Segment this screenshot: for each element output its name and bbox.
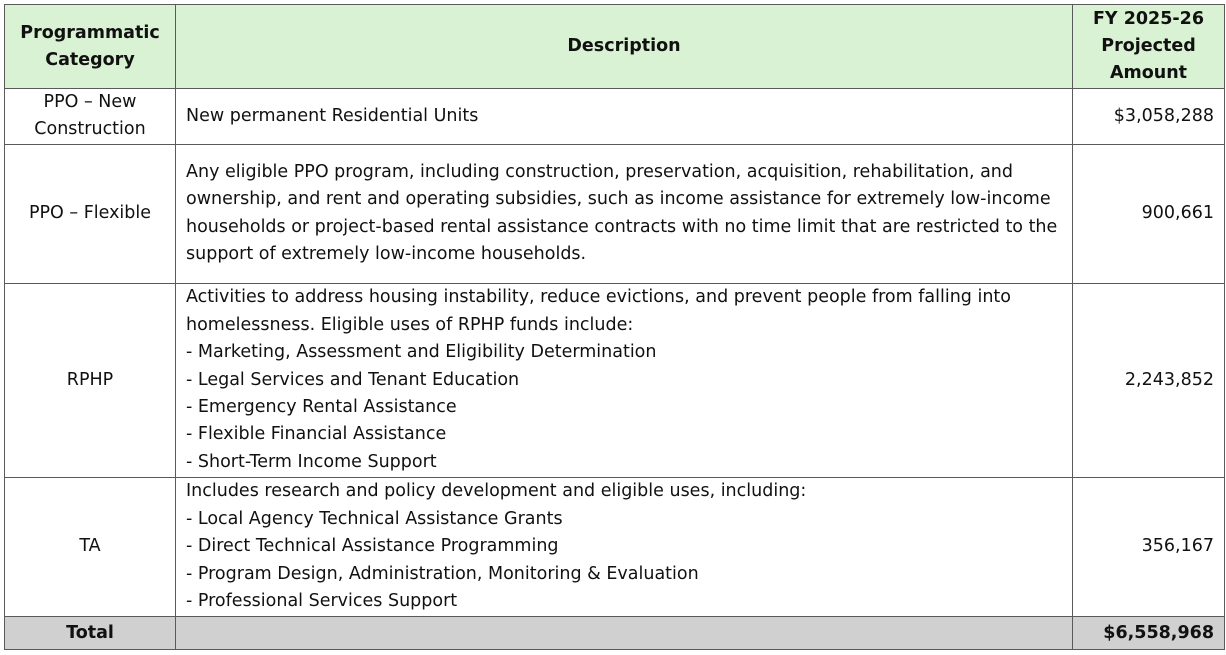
row-category: TA xyxy=(5,477,176,616)
row-amount: 356,167 xyxy=(1073,477,1225,616)
row-description xyxy=(176,144,1073,283)
row-amount: $3,058,288 xyxy=(1073,89,1225,145)
description-bullet: - Program Design, Administration, Monitoring & Evaluation xyxy=(186,563,699,584)
description-line: Any eligible PPO program, including construction, preservation, acquisition, rehabilitation, and ownership, and rent and operating subsidies, such as income assistance for extremely low-income households or project-based rental assistance contracts with no time limit that are restricted to the support of extremely low-income households. xyxy=(186,162,1058,265)
total-amount: $6,558,968 xyxy=(1073,616,1225,649)
description-bullet: - Marketing, Assessment and Eligibility Determination xyxy=(186,342,657,363)
table-row xyxy=(5,89,1225,145)
row-amount: 2,243,852 xyxy=(1073,283,1225,477)
table-row xyxy=(5,477,1225,616)
description-bullet: - Flexible Financial Assistance xyxy=(186,424,447,445)
description-bullet: - Professional Services Support xyxy=(186,590,458,611)
header-category: Programmatic Category xyxy=(5,5,176,89)
description-bullet: - Direct Technical Assistance Programming xyxy=(186,536,559,557)
table-row xyxy=(5,144,1225,283)
description-line: Includes research and policy development and eligible uses, including: xyxy=(186,481,807,502)
header-amount: FY 2025-26 Projected Amount xyxy=(1073,5,1225,89)
row-description xyxy=(176,283,1073,477)
header-description: Description xyxy=(176,5,1073,89)
row-description xyxy=(176,89,1073,145)
table-header-row xyxy=(5,5,1225,89)
row-category: RPHP xyxy=(5,283,176,477)
row-category: PPO – Flexible xyxy=(5,144,176,283)
row-description xyxy=(176,477,1073,616)
total-row xyxy=(5,616,1225,649)
description-bullet: - Emergency Rental Assistance xyxy=(186,397,457,418)
total-label: Total xyxy=(5,616,176,649)
total-description xyxy=(176,616,1073,649)
description-line: Activities to address housing instability, reduce evictions, and prevent people from falling into homelessness. Eligible uses of RPHP funds include: xyxy=(186,287,1012,335)
description-line: New permanent Residential Units xyxy=(186,105,479,126)
table-row xyxy=(5,283,1225,477)
description-bullet: - Short-Term Income Support xyxy=(186,451,437,472)
row-amount: 900,661 xyxy=(1073,144,1225,283)
budget-table xyxy=(4,4,1225,650)
row-category: PPO – New Construction xyxy=(5,89,176,145)
description-bullet: - Legal Services and Tenant Education xyxy=(186,369,520,390)
description-bullet: - Local Agency Technical Assistance Grants xyxy=(186,508,563,529)
